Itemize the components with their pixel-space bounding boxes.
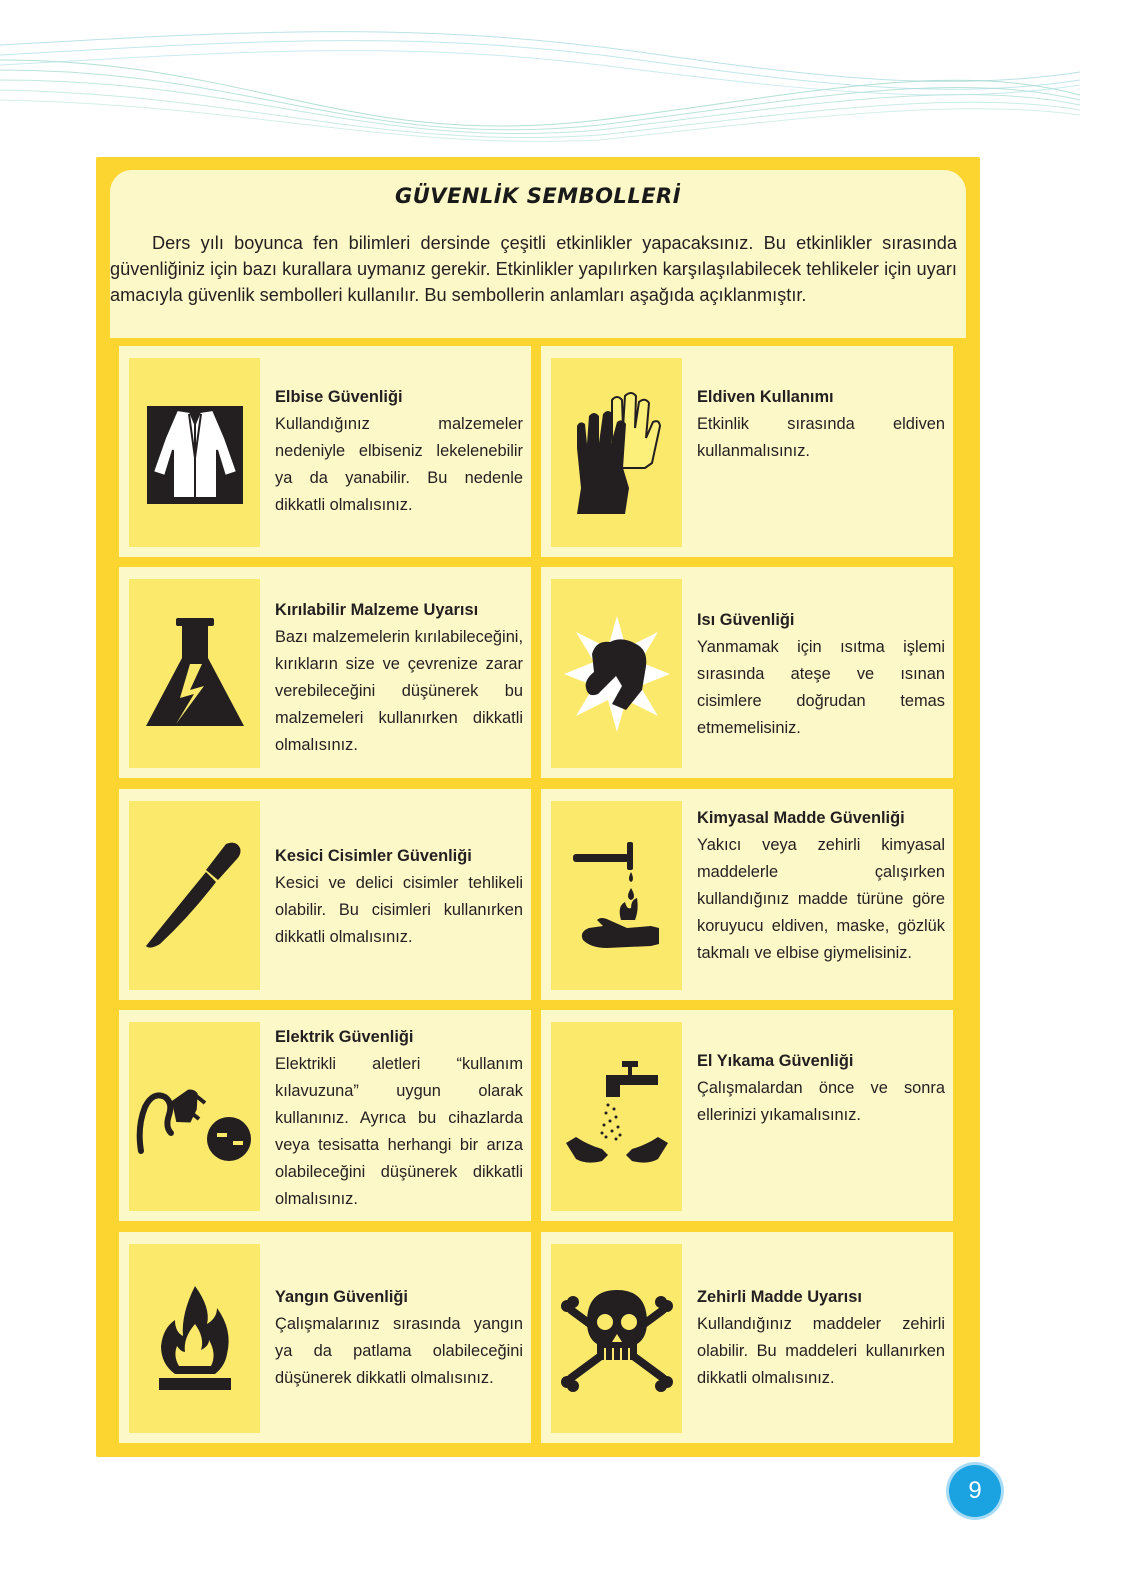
symbol-description: Yakıcı veya zehirli kimyasal maddelerle çalışırken kullandığınız madde türüne göre koruyucu eldiven, maske, gözlük takmalı ve elbise giymelisiniz.: [697, 836, 945, 962]
symbol-card-gloves: [541, 346, 953, 557]
icon-panel: [129, 1022, 260, 1211]
icon-panel: [551, 579, 682, 768]
symbol-card-clothing: [119, 346, 531, 557]
skull-crossbones-icon: [557, 1284, 677, 1394]
icon-panel: [551, 801, 682, 990]
symbol-title: Kesici Cisimler Güvenliği: [275, 847, 472, 865]
icon-panel: [551, 1244, 682, 1433]
symbol-description: Kullandığınız malzemeler nedeniyle elbiseniz lekelenebilir ya da yanabilir. Bu nedenle dikkatli olmalısınız.: [275, 415, 523, 514]
symbol-description: Yanmamak için ısıtma işlemi sırasında ateşe ve ısınan cisimlere doğrudan temas etmemelisiniz.: [697, 638, 945, 737]
symbol-card-chemical: [541, 789, 953, 1000]
page-title: GÜVENLİK SEMBOLLERİ: [394, 184, 682, 208]
symbol-description: Bazı malzemelerin kırılabileceğini, kırıkların size ve çevrenize zarar verebileceğini düşünerek bu malzemeleri kullanırken dikkatli olmalısınız.: [275, 628, 523, 754]
symbol-description: Kesici ve delici cisimler tehlikeli olabilir. Bu cisimleri kullanırken dikkatli olmalısınız.: [275, 874, 523, 946]
symbol-title: Yangın Güvenliği: [275, 1288, 408, 1306]
symbol-title: Eldiven Kullanımı: [697, 388, 834, 406]
intro-paragraph: Ders yılı boyunca fen bilimleri dersinde çeşitli etkinlikler yapacaksınız. Bu etkinlikler sırasında güvenliğiniz için bazı kurallara uymanız gerekir. Etkinlikler yapılırken karşılaşılabilecek tehlikeler için uyarı amacıyla güvenlik sembolleri kullanılır. Bu sembollerin anlamları aşağıda açıklanmıştır.: [110, 233, 957, 305]
intro-panel: [110, 170, 966, 338]
hand-washing-icon: [562, 1057, 672, 1177]
symbol-card-electric: [119, 1010, 531, 1221]
symbol-title: Elbise Güvenliği: [275, 388, 403, 406]
icon-panel: [551, 358, 682, 547]
symbol-description: Çalışmalardan önce ve sonra ellerinizi yıkamalısınız.: [697, 1079, 945, 1124]
symbol-title: Kırılabilir Malzeme Uyarısı: [275, 601, 479, 619]
gloves-icon: [567, 388, 667, 518]
symbol-card-breakable: [119, 567, 531, 778]
symbol-description: Kullandığınız maddeler zehirli olabilir. Bu maddeleri kullanırken dikkatli olmalısınız.: [697, 1315, 945, 1387]
icon-panel: [129, 1244, 260, 1433]
lab-coat-icon: [145, 398, 245, 508]
symbol-title: Elektrik Güvenliği: [275, 1028, 414, 1046]
flame-icon: [155, 1284, 235, 1394]
symbol-card-poison: [541, 1232, 953, 1443]
symbol-description: Çalışmalarınız sırasında yangın ya da patlama olabileceğini düşünerek dikkatli olmalısınız.: [275, 1315, 523, 1387]
heat-mitten-icon: [562, 614, 672, 734]
corrosive-icon: [567, 836, 667, 956]
icon-panel: [551, 1022, 682, 1211]
icon-panel: [129, 358, 260, 547]
symbol-title: Zehirli Madde Uyarısı: [697, 1288, 862, 1306]
symbol-card-heat: [541, 567, 953, 778]
electric-plug-icon: [135, 1067, 255, 1167]
page-number: 9: [949, 1465, 1001, 1517]
icon-panel: [129, 579, 260, 768]
symbol-card-sharp: [119, 789, 531, 1000]
broken-flask-icon: [140, 614, 250, 734]
icon-panel: [129, 801, 260, 990]
symbol-title: Kimyasal Madde Güvenliği: [697, 809, 905, 827]
knife-icon: [140, 836, 250, 956]
symbol-card-handwash: [541, 1010, 953, 1221]
symbol-description: Elektrikli aletleri “kullanım kılavuzuna” uygun olarak kullanınız. Ayrıca bu cihazlarda veya tesisatta herhangi bir arıza olabileceğini düşünerek dikkatli olmalısınız.: [275, 1055, 523, 1208]
symbol-description: Etkinlik sırasında eldiven kullanmalısınız.: [697, 415, 945, 460]
symbol-title: El Yıkama Güvenliği: [697, 1052, 854, 1070]
decorative-wave: [0, 0, 1123, 160]
symbol-title: Isı Güvenliği: [697, 611, 795, 629]
symbol-card-fire: [119, 1232, 531, 1443]
